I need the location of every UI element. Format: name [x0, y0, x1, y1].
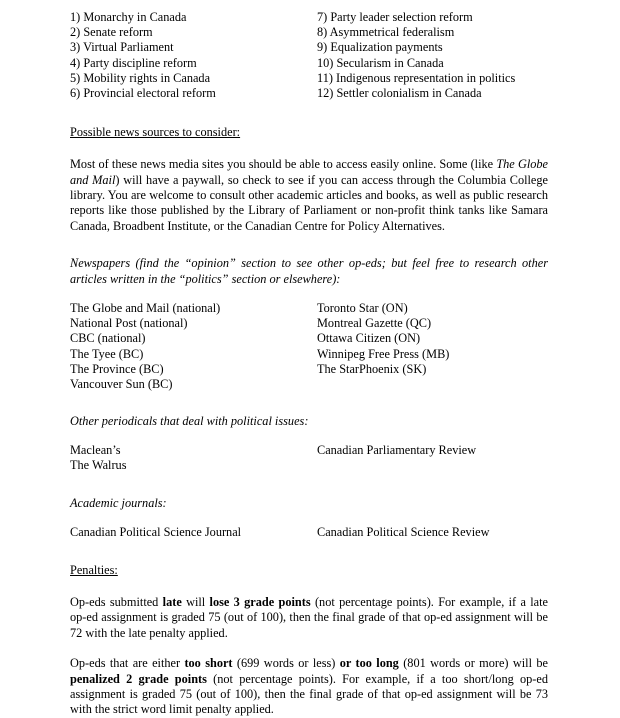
- news-intro-part1: Most of these news media sites you should be able to access easily online. Some (like: [70, 157, 497, 172]
- length-penalty-bold-short: too short: [184, 656, 233, 671]
- topic-item: 6) Provincial electoral reform: [70, 86, 216, 101]
- list-item: CBC (national): [70, 331, 146, 346]
- length-penalty-bold-penalized: penalized 2 grade points: [70, 671, 207, 686]
- periodicals-right-column: [309, 443, 548, 473]
- topic-item: 8) Asymmetrical federalism: [317, 25, 455, 40]
- topic-item: 12) Settler colonialism in Canada: [317, 86, 482, 101]
- topic-item: 11) Indigenous representation in politics: [317, 70, 516, 85]
- length-penalty-part2: (699 words or less): [232, 656, 340, 671]
- journals-heading: Academic journals:: [70, 495, 167, 510]
- topic-list: [70, 10, 548, 101]
- topic-item: 7) Party leader selection reform: [317, 10, 473, 24]
- topic-item: 1) Monarchy in Canada: [70, 10, 187, 24]
- length-penalty-part1: Op-eds that are either: [70, 656, 185, 671]
- list-item: Canadian Political Science Review: [317, 524, 490, 539]
- periodicals-left-column: [70, 443, 309, 473]
- list-item: Montreal Gazette (QC): [317, 316, 432, 331]
- news-intro-part2: ) will have a paywall, so check to see if you can access through the Columbia College library. You are welcome to consult other academic articles and books, as well as public research reports like those published by the Library of Parliament or non-profit think tanks like Samara Canada, Broadbent Institute, or the Canadian Centre for Policy Alternatives.: [70, 172, 549, 233]
- topic-item: 5) Mobility rights in Canada: [70, 70, 211, 85]
- news-sources-heading: Possible news sources to consider:: [70, 125, 241, 140]
- topic-item: 2) Senate reform: [70, 25, 153, 40]
- list-item: Toronto Star (ON): [317, 301, 408, 316]
- newspaper-list-left-column: [70, 301, 309, 392]
- topic-item: 4) Party discipline reform: [70, 55, 197, 70]
- list-item: National Post (national): [70, 316, 188, 331]
- topic-list-right-column: [309, 10, 548, 101]
- late-penalty-bold-late: late: [162, 594, 182, 609]
- journals-right-column: [309, 525, 548, 540]
- periodicals-heading: Other periodicals that deal with political issues:: [70, 414, 309, 429]
- list-item: The Walrus: [70, 458, 127, 473]
- list-item: Vancouver Sun (BC): [70, 377, 173, 392]
- late-penalty-part3: (not percentage points). For example, if a late op-ed assignment is graded 75 (out of 100), then the final grade of that op-ed assignment will be 72 with the late penalty applied.: [70, 594, 548, 640]
- list-item: The Province (BC): [70, 361, 164, 376]
- list-item: Maclean’s: [70, 443, 121, 458]
- topic-list-left-column: [70, 10, 309, 101]
- journals-left-column: [70, 525, 309, 540]
- newspapers-note: Newspapers (find the “opinion” section to see other op-eds; but feel free to research other articles written in the “politics” section or elsewhere):: [70, 256, 548, 286]
- newspaper-list-right-column: [309, 301, 548, 392]
- late-penalty-bold-points: lose 3 grade points: [209, 594, 311, 609]
- list-item: Canadian Parliamentary Review: [317, 443, 477, 458]
- penalties-heading: Penalties:: [70, 562, 118, 577]
- late-penalty-part2: will: [181, 594, 210, 609]
- length-penalty-part4: (not percentage points). For example, if a too short/long op-ed assignment is graded 75 (out of 100), then the final grade of that op-ed assignment will be 73 with the strict word limit penalty applied.: [70, 671, 548, 717]
- list-item: Canadian Political Science Journal: [70, 524, 242, 539]
- periodicals-list: [70, 443, 548, 473]
- length-penalty-paragraph: [70, 656, 548, 718]
- news-sources-intro-paragraph: [70, 157, 548, 234]
- length-penalty-part3: (801 words or more) will be: [398, 656, 548, 671]
- list-item: Ottawa Citizen (ON): [317, 331, 421, 346]
- list-item: Winnipeg Free Press (MB): [317, 346, 450, 361]
- journals-list: [70, 525, 548, 540]
- topic-item: 10) Secularism in Canada: [317, 55, 444, 70]
- topic-item: 9) Equalization payments: [317, 40, 443, 55]
- late-penalty-paragraph: [70, 595, 548, 641]
- list-item: The StarPhoenix (SK): [317, 361, 427, 376]
- length-penalty-bold-long: or too long: [339, 656, 399, 671]
- topic-item: 3) Virtual Parliament: [70, 40, 174, 55]
- news-intro-italic-title: The Globe and Mail: [70, 157, 548, 187]
- list-item: The Tyee (BC): [70, 346, 144, 361]
- newspaper-list: [70, 301, 548, 392]
- late-penalty-part1: Op-eds submitted: [70, 594, 163, 609]
- list-item: The Globe and Mail (national): [70, 301, 221, 316]
